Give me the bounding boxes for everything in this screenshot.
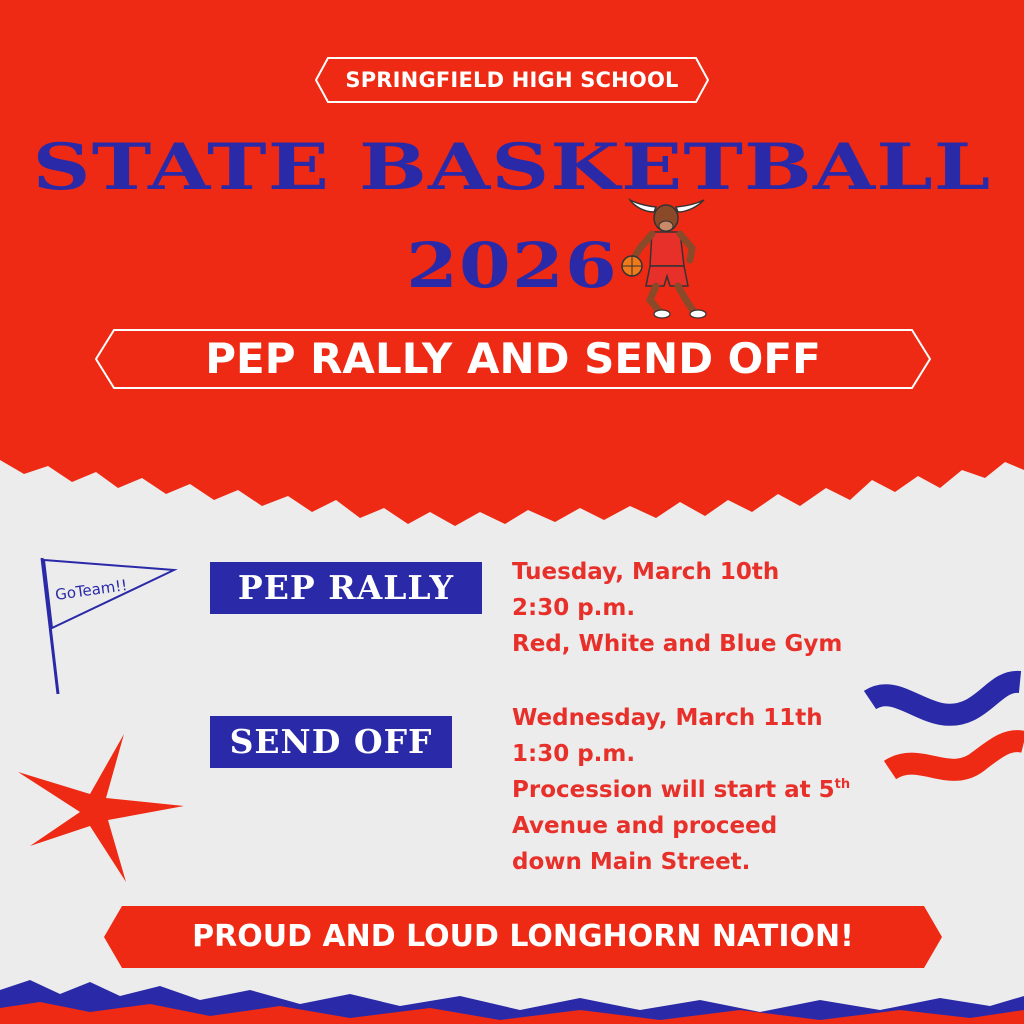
footer-slogan: PROUD AND LOUD LONGHORN NATION! <box>192 919 854 954</box>
procession-line-3: down Main Street. <box>512 849 751 875</box>
go-team-pennant-icon <box>34 548 184 700</box>
pep-rally-date: Tuesday, March 10th <box>512 559 780 585</box>
pep-rally-details <box>512 554 842 662</box>
pennant-text: GoTeam!! <box>54 576 129 604</box>
event-year: 2026 <box>406 229 618 302</box>
pep-rally-time: 2:30 p.m. <box>512 595 636 621</box>
red-star-icon <box>14 728 194 888</box>
pep-rally-label: PEP RALLY <box>210 562 482 614</box>
event-title: STATE BASKETBALL <box>32 130 992 205</box>
procession-line-2: Avenue and proceed <box>512 813 778 839</box>
wavy-ribbons-icon <box>860 660 1024 810</box>
longhorn-mascot-icon <box>616 196 726 322</box>
pep-rally-location: Red, White and Blue Gym <box>512 631 843 657</box>
bottom-torn-border <box>0 960 1024 1024</box>
footer-banner <box>104 906 942 968</box>
procession-ordinal: th <box>834 777 851 792</box>
procession-line-1 <box>512 772 850 808</box>
procession-text: Procession will start at 5 <box>512 777 835 803</box>
send-off-date: Wednesday, March 11th <box>512 705 823 731</box>
send-off-time: 1:30 p.m. <box>512 741 636 767</box>
subtitle-badge <box>94 328 932 390</box>
send-off-details <box>512 700 850 880</box>
send-off-label: SEND OFF <box>210 716 452 768</box>
subtitle: PEP RALLY AND SEND OFF <box>205 334 821 383</box>
school-name: SPRINGFIELD HIGH SCHOOL <box>345 68 679 92</box>
school-name-badge <box>314 56 710 104</box>
